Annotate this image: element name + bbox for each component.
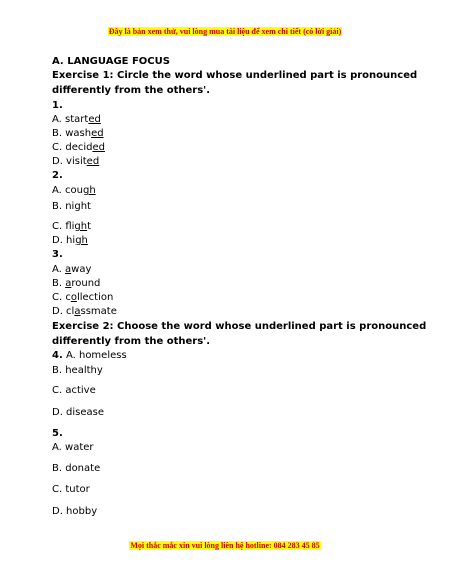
option-1d: D. visited <box>52 156 100 167</box>
option-4c: C. active <box>52 385 96 396</box>
hotline-banner-text: Mọi thắc mắc xin vui lòng liên hệ hotline: 084 283 45 85 <box>130 541 320 550</box>
option-3d: D. classmate <box>52 306 117 317</box>
option-2d: D. high <box>52 235 88 246</box>
preview-banner-text: Đây là bản xem thử, vui lòng mua tài liệu để xem chi tiết (có lời giải) <box>108 27 342 36</box>
question-number: 5. <box>52 428 63 439</box>
option-5a: A. water <box>52 442 94 453</box>
question-number: 4. <box>52 350 63 361</box>
option-3a: A. away <box>52 264 92 275</box>
preview-banner <box>0 27 450 36</box>
exercise1-title-line2: differently from the others'. <box>52 85 211 96</box>
option-2b: B. night <box>52 201 91 212</box>
option-2a: A. cough <box>52 185 96 196</box>
question-number: 2. <box>52 170 63 181</box>
option-5c: C. tutor <box>52 484 90 495</box>
option-2c: C. flight <box>52 221 92 232</box>
option-1b: B. washed <box>52 128 104 139</box>
option-5d: D. hobby <box>52 506 98 517</box>
hotline-banner <box>0 541 450 550</box>
option-1a: A. started <box>52 114 101 125</box>
question-number: 1. <box>52 100 63 111</box>
option-4d: D. disease <box>52 407 105 418</box>
option-4b: B. healthy <box>52 365 103 376</box>
exercise2-title-line1: Exercise 2: Choose the word whose underlined part is pronounced <box>52 321 427 332</box>
exercise1-title-line1: Exercise 1: Circle the word whose underlined part is pronounced <box>52 70 418 81</box>
question-number: 3. <box>52 249 63 260</box>
section-title: A. LANGUAGE FOCUS <box>52 56 170 67</box>
option-4a: A. homeless <box>65 350 127 361</box>
option-3c: C. collection <box>52 292 114 303</box>
option-1c: C. decided <box>52 142 105 153</box>
option-3b: B. around <box>52 278 101 289</box>
question-4 <box>52 349 127 362</box>
exercise2-title-line2: differently from the others'. <box>52 336 211 347</box>
option-5b: B. donate <box>52 463 101 474</box>
